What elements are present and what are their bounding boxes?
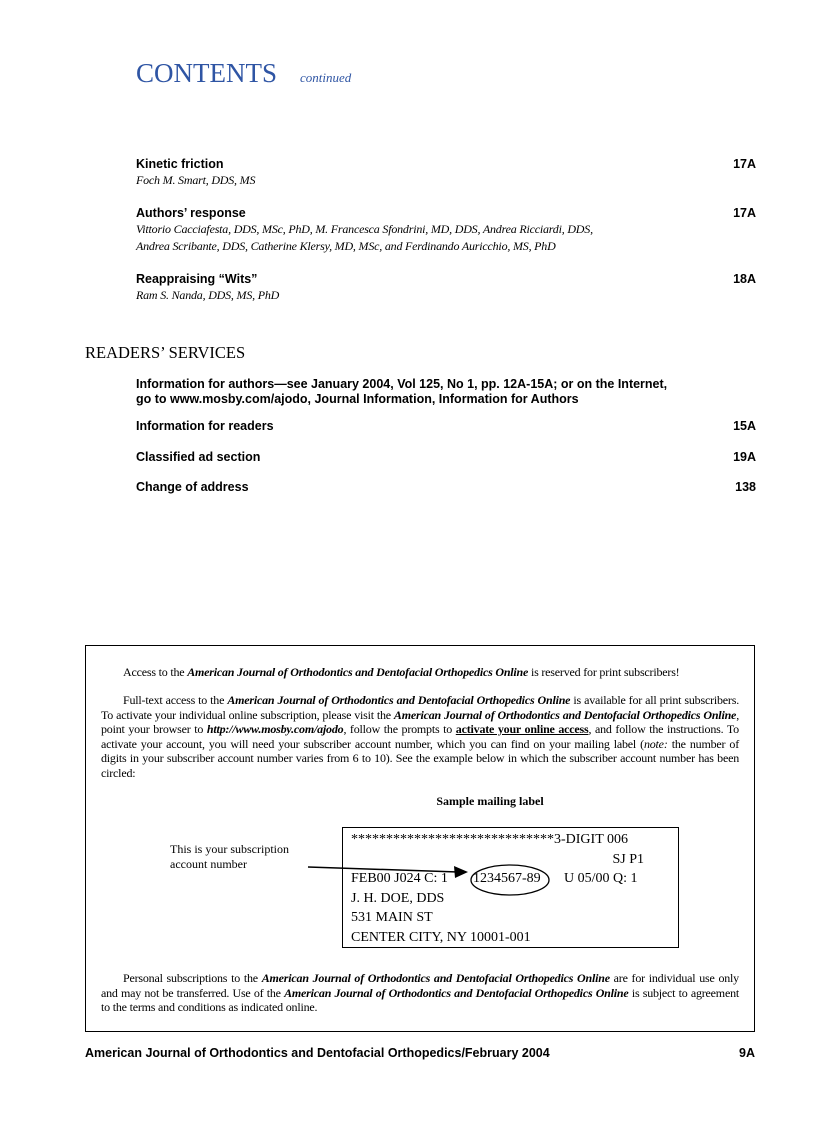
journal-name: American Journal of Orthodontics and Dentofacial Orthopedics Online xyxy=(187,665,529,679)
toc-entry[interactable] xyxy=(136,272,756,304)
toc-entry[interactable] xyxy=(136,480,756,495)
text: This is your subscription xyxy=(170,842,289,856)
text: the number of digits in your subscriber account number varies from 6 to 10). See the example below in which the subscriber account number has been circled: xyxy=(101,736,739,780)
entry-page: 15A xyxy=(733,419,756,433)
entry-page: 18A xyxy=(733,272,756,286)
entry-title[interactable]: Reappraising “Wits” xyxy=(136,272,258,286)
note-label: note: xyxy=(643,736,668,751)
label-line: 531 MAIN ST xyxy=(351,910,433,925)
entry-page: 17A xyxy=(733,157,756,171)
page-footer xyxy=(85,1046,755,1060)
info-line: Information for authors—see January 2004, Vol 125, No 1, pp. 12A-15A; or on the Internet, xyxy=(136,377,668,391)
entry-title[interactable]: Authors’ response xyxy=(136,206,246,220)
toc-entry[interactable] xyxy=(136,157,756,189)
text: Personal subscriptions to the xyxy=(123,971,262,985)
entry-title[interactable]: Kinetic friction xyxy=(136,157,224,171)
sample-mailing-label xyxy=(342,827,679,948)
page-subtitle: continued xyxy=(300,70,352,85)
text: Access to the xyxy=(123,665,188,679)
text: is subject to agreement to the terms and conditions as indicated online. xyxy=(101,985,740,1014)
entry-page: 138 xyxy=(735,480,756,494)
text: U 05/00 Q: 1 xyxy=(564,871,638,886)
toc-entry[interactable] xyxy=(136,450,756,465)
online-access-notice xyxy=(85,645,755,1032)
toc-entry[interactable] xyxy=(136,419,756,434)
url-link[interactable]: http://www.mosby.com/ajodo xyxy=(206,722,344,736)
label-line: *****************************3-DIGIT 006 xyxy=(351,832,629,847)
label-line: CENTER CITY, NY 10001-001 xyxy=(351,929,531,945)
info-for-authors xyxy=(136,377,716,406)
text: are for individual use only and may not be transferred. Use of the xyxy=(101,971,739,1000)
entry-title[interactable]: Classified ad section xyxy=(136,450,261,464)
entry-title[interactable]: Information for readers xyxy=(136,419,274,433)
entry-title[interactable]: Change of address xyxy=(136,480,249,494)
text: , follow the prompts to xyxy=(343,722,456,736)
label-line: J. H. DOE, DDS xyxy=(351,890,445,906)
notice-paragraph-3 xyxy=(101,971,739,1015)
text: , point your browser to xyxy=(101,707,739,736)
entry-page: 19A xyxy=(733,450,756,464)
activate-link[interactable]: activate your online access xyxy=(455,722,589,736)
account-number: 1234567-89 xyxy=(473,871,541,886)
entry-authors: Ram S. Nanda, DDS, MS, PhD xyxy=(136,288,280,302)
text: account number xyxy=(170,857,247,871)
entry-page: 17A xyxy=(733,206,756,220)
page-title: CONTENTS xyxy=(136,58,277,88)
page-number: 9A xyxy=(739,1046,755,1060)
text: , and follow the instructions. To activate your account, you will need your subscriber account number, which you can find on your mailing label ( xyxy=(101,722,739,751)
journal-name: American Journal of Orthodontics and Dentofacial Orthopedics Online xyxy=(393,707,737,722)
text: is available for all print subscribers. To activate your individual online subscription, please visit the xyxy=(101,693,739,722)
text: Full-text access to the xyxy=(123,693,228,707)
toc-entry[interactable] xyxy=(136,206,756,254)
journal-name: American Journal of Orthodontics and Dentofacial Orthopedics Online xyxy=(284,985,629,1000)
label-line: SJ P1 xyxy=(612,851,644,867)
footer-journal: American Journal of Orthodontics and Dentofacial Orthopedics/February 2004 xyxy=(85,1046,550,1060)
text: FEB00 J024 C: 1 xyxy=(351,871,448,886)
text: is reserved for print subscribers! xyxy=(528,665,680,679)
info-line: go to www.mosby.com/ajodo, Journal Information, Information for Authors xyxy=(136,391,579,406)
section-heading: READERS’ SERVICES xyxy=(85,343,246,362)
entry-authors: Andrea Scribante, DDS, Catherine Klersy, MD, MSc, and Ferdinando Auricchio, MS, PhD xyxy=(136,238,556,253)
label-line xyxy=(351,869,670,889)
journal-name: American Journal of Orthodontics and Dentofacial Orthopedics Online xyxy=(227,693,571,707)
entry-authors: Foch M. Smart, DDS, MS xyxy=(136,173,256,187)
entry-authors: Vittorio Cacciafesta, DDS, MSc, PhD, M. Francesca Sfondrini, MD, DDS, Andrea Ricciardi, DDS, xyxy=(136,222,593,236)
sample-label-title: Sample mailing label xyxy=(436,794,544,808)
journal-name: American Journal of Orthodontics and Dentofacial Orthopedics Online xyxy=(261,971,610,985)
